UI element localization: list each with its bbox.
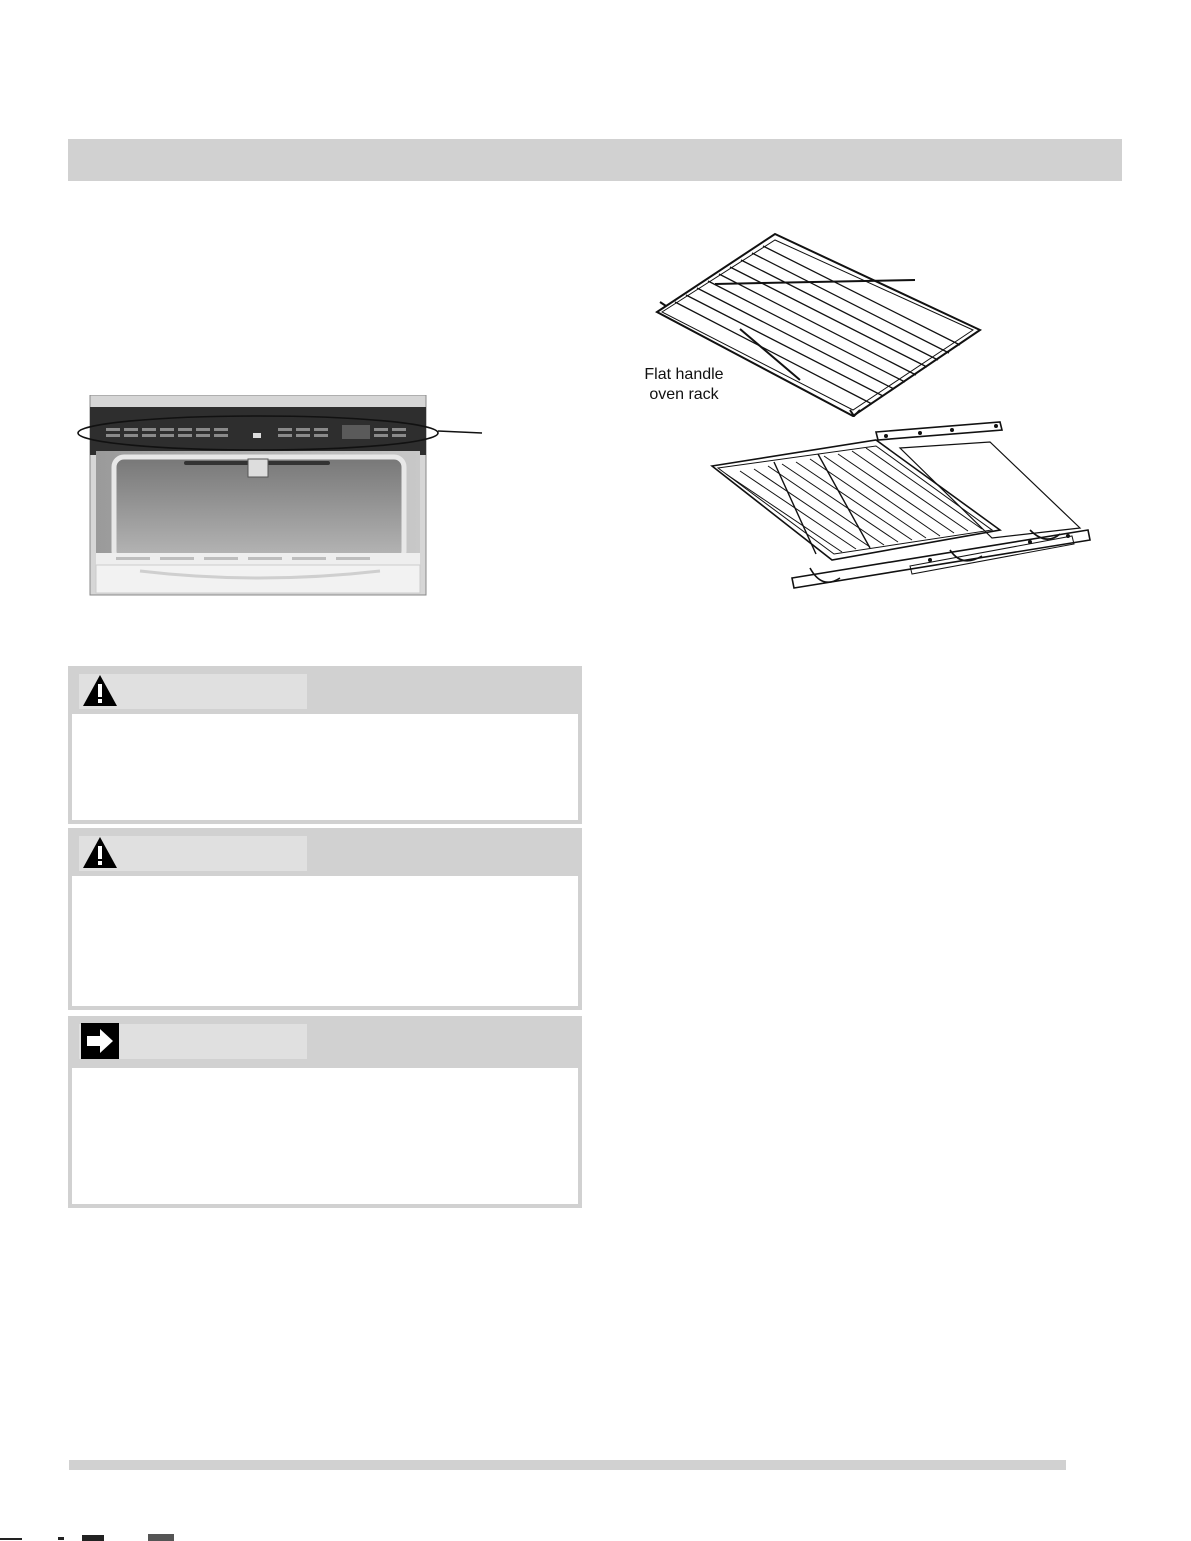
sliding-rack-illustration [700, 418, 1092, 590]
note-notice [68, 1016, 582, 1208]
notice-body [72, 714, 578, 734]
oven-front-illustration [70, 395, 490, 600]
section-header-bar [68, 139, 1122, 181]
footer-marks [0, 1532, 200, 1541]
arrow-right-icon [81, 1023, 119, 1059]
footer-rule [69, 1460, 1066, 1470]
warning-notice [68, 666, 582, 824]
warning-notice-header [72, 670, 578, 714]
notice-body [72, 876, 578, 896]
rack-label: Flat handle oven rack [644, 366, 724, 403]
warning-triangle-icon [81, 673, 119, 709]
notice-body [72, 1068, 578, 1088]
note-notice-header [72, 1020, 578, 1068]
caution-notice-header [72, 832, 578, 876]
caution-notice [68, 828, 582, 1010]
warning-triangle-icon [81, 835, 119, 871]
